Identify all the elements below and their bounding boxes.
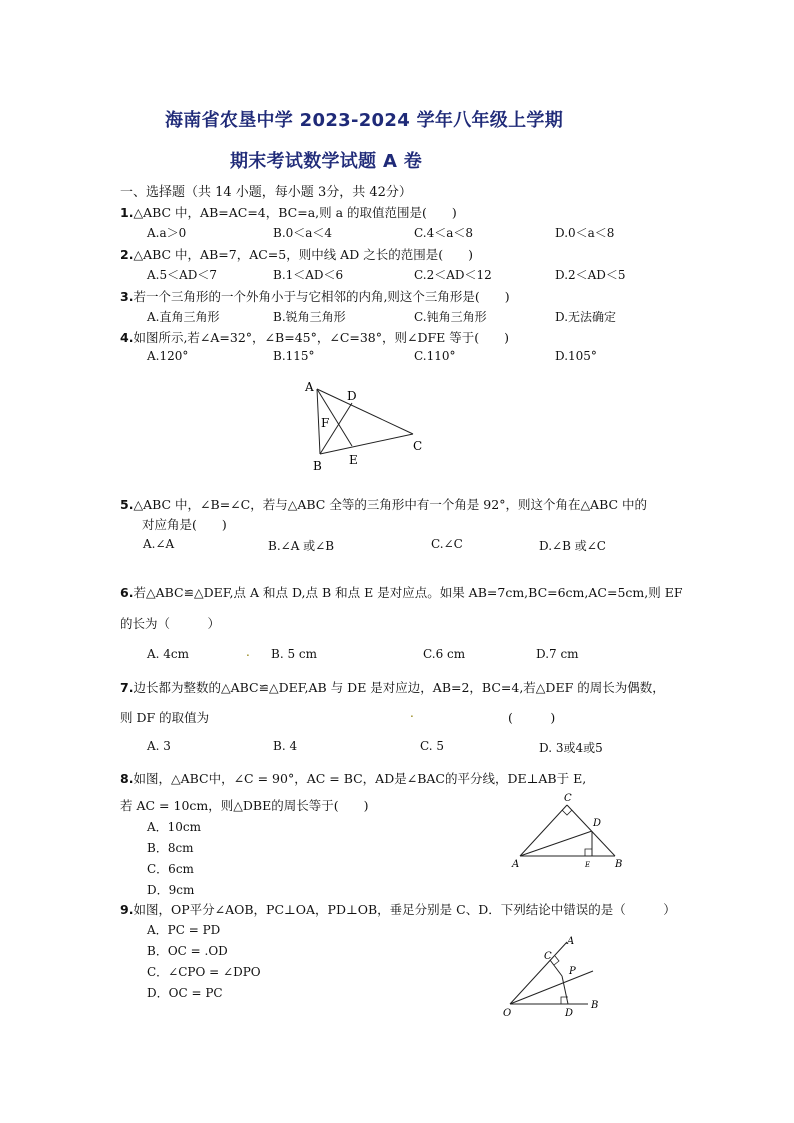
question-text: 若一个三角形的一个外角小于与它相邻的内角,则这个三角形是( ) <box>133 289 510 304</box>
question-number: 4. <box>120 330 134 345</box>
label-E: E <box>349 453 358 467</box>
q3-option-d: D.无法确定 <box>555 310 617 324</box>
q7-option-d: D. 3或4或5 <box>539 741 603 755</box>
label-P: P <box>569 966 576 977</box>
question-6-line2: 的长为（ ） <box>120 616 221 631</box>
label-A: A <box>512 859 520 870</box>
question-1 <box>120 203 457 221</box>
label-O: O <box>503 1008 512 1019</box>
exam-title-line2: 期末考试数学试题 A 卷 <box>230 151 423 172</box>
q6-option-b: B. 5 cm <box>271 647 317 661</box>
question-number: 8. <box>120 771 134 786</box>
question-text: 如图所示,若∠A=32°，∠B=45°，∠C=38°，则∠DFE 等于( ) <box>133 330 510 345</box>
segment-CB <box>567 805 615 856</box>
label-D: D <box>347 389 357 403</box>
label-E: E <box>585 861 591 869</box>
label-B: B <box>313 459 322 473</box>
right-angle-mark-e <box>585 849 592 856</box>
label-C: C <box>564 793 572 804</box>
q7-option-a: A. 3 <box>147 739 171 753</box>
stray-mark: . <box>246 645 250 659</box>
label-D: D <box>565 1008 574 1019</box>
question-number: 3. <box>120 289 134 304</box>
q6-option-d: D.7 cm <box>536 647 579 661</box>
question-text: △ABC 中，AB=7，AC=5，则中线 AD 之长的范围是( ) <box>133 247 473 262</box>
label-B: B <box>615 859 623 870</box>
question-text: 边长都为整数的△ABC≌△DEF,AB 与 DE 是对应边，AB=2，BC=4,若△DEF 的周长为偶数， <box>133 680 665 695</box>
ray-OP <box>510 971 593 1004</box>
q9-option-a: A．PC = PD <box>147 923 221 937</box>
q1-option-b: B.0＜a＜4 <box>273 226 333 240</box>
q5-option-a: A.∠A <box>143 537 175 551</box>
q2-option-c: C.2＜AD＜12 <box>414 268 492 282</box>
q5-option-d: D.∠B 或∠C <box>539 539 606 553</box>
label-C: C <box>544 951 552 962</box>
q4-triangle-figure <box>290 375 440 475</box>
question-number: 1. <box>120 205 134 220</box>
q8-option-d: D．9cm <box>147 883 195 897</box>
q1-option-c: C.4＜a＜8 <box>414 226 473 240</box>
question-text: 如图，△ABC中，∠C = 90°，AC = BC，AD是∠BAC的平分线，DE⊥AB于 E, <box>133 771 587 786</box>
q9-option-c: C．∠CPO = ∠DPO <box>147 965 261 979</box>
q9-option-d: D．OC = PC <box>147 986 223 1000</box>
label-F: F <box>321 416 330 430</box>
segment-AB <box>317 389 320 454</box>
q9-option-b: B．OC = .OD <box>147 944 228 958</box>
q8-option-b: B．8cm <box>147 841 194 855</box>
q9-angle-bisector-figure <box>495 930 610 1020</box>
question-4 <box>120 328 509 346</box>
question-text: 若△ABC≌△DEF,点 A 和点 D,点 B 和点 E 是对应点。如果 AB=7cm,BC=6cm,AC=5cm,则 EF <box>133 585 683 600</box>
label-A: A <box>567 936 575 947</box>
q2-option-a: A.5＜AD＜7 <box>147 268 218 282</box>
label-B: B <box>591 1000 599 1011</box>
label-C: C <box>413 439 423 453</box>
q4-option-a: A.120° <box>147 349 189 363</box>
question-number: 7. <box>120 680 134 695</box>
q3-option-b: B.锐角三角形 <box>273 310 346 324</box>
label-A: A <box>305 380 314 394</box>
q4-option-d: D.105° <box>555 349 597 363</box>
stray-mark: . <box>410 706 414 720</box>
segment-BC <box>320 434 413 454</box>
question-8-line2: 若 AC = 10cm，则△DBE的周长等于( ) <box>120 798 369 813</box>
right-angle-mark-c <box>554 956 559 965</box>
q4-option-c: C.110° <box>414 349 456 363</box>
q3-option-c: C.钝角三角形 <box>414 310 487 324</box>
question-5-line2: 对应角是( ) <box>142 517 227 532</box>
q7-option-c: C. 5 <box>420 739 445 753</box>
question-text: △ABC 中，∠B=∠C，若与△ABC 全等的三角形中有一个角是 92°，则这个角在△ABC 中的 <box>133 497 648 512</box>
label-D: D <box>593 818 602 829</box>
q4-option-b: B.115° <box>273 349 315 363</box>
question-7-bracket: ( ) <box>508 710 556 725</box>
question-9 <box>120 900 676 918</box>
question-number: 9. <box>120 902 134 917</box>
question-text: 如图，OP平分∠AOB，PC⊥OA，PD⊥OB，垂足分别是 C、D．下列结论中错误的是（ ） <box>133 902 676 917</box>
question-8 <box>120 769 586 787</box>
q3-option-a: A.直角三角形 <box>147 310 220 324</box>
question-text: △ABC 中，AB=AC=4，BC=a,则 a 的取值范围是( ) <box>133 205 457 220</box>
question-2 <box>120 245 473 263</box>
q1-option-d: D.0＜a＜8 <box>555 226 615 240</box>
question-number: 6. <box>120 585 134 600</box>
q1-option-a: A.a＞0 <box>147 226 187 240</box>
question-7 <box>120 678 665 696</box>
q6-option-a: A. 4cm <box>147 647 190 661</box>
q5-option-b: B.∠A 或∠B <box>268 539 335 553</box>
question-number: 2. <box>120 247 134 262</box>
q2-option-d: D.2＜AD＜5 <box>555 268 626 282</box>
ray-OA <box>510 942 567 1004</box>
segment-PD <box>562 976 568 1004</box>
q8-right-triangle-figure <box>505 788 635 873</box>
q5-option-c: C.∠C <box>431 537 463 551</box>
q2-option-b: B.1＜AD＜6 <box>273 268 344 282</box>
segment-AD <box>520 831 592 856</box>
section-heading: 一、选择题（共 14 小题，每小题 3分，共 42分） <box>120 185 412 200</box>
question-number: 5. <box>120 497 134 512</box>
q6-option-c: C.6 cm <box>423 647 466 661</box>
question-3 <box>120 287 510 305</box>
q8-option-c: C．6cm <box>147 862 194 876</box>
question-6 <box>120 583 683 601</box>
exam-title-line1: 海南省农垦中学 2023-2024 学年八年级上学期 <box>165 110 563 131</box>
question-5 <box>120 495 647 513</box>
right-angle-mark-c <box>562 810 572 815</box>
q8-option-a: A．10cm <box>147 820 202 834</box>
segment-PC <box>550 960 562 976</box>
question-7-line2: 则 DF 的取值为 <box>120 710 210 725</box>
q7-option-b: B. 4 <box>273 739 298 753</box>
